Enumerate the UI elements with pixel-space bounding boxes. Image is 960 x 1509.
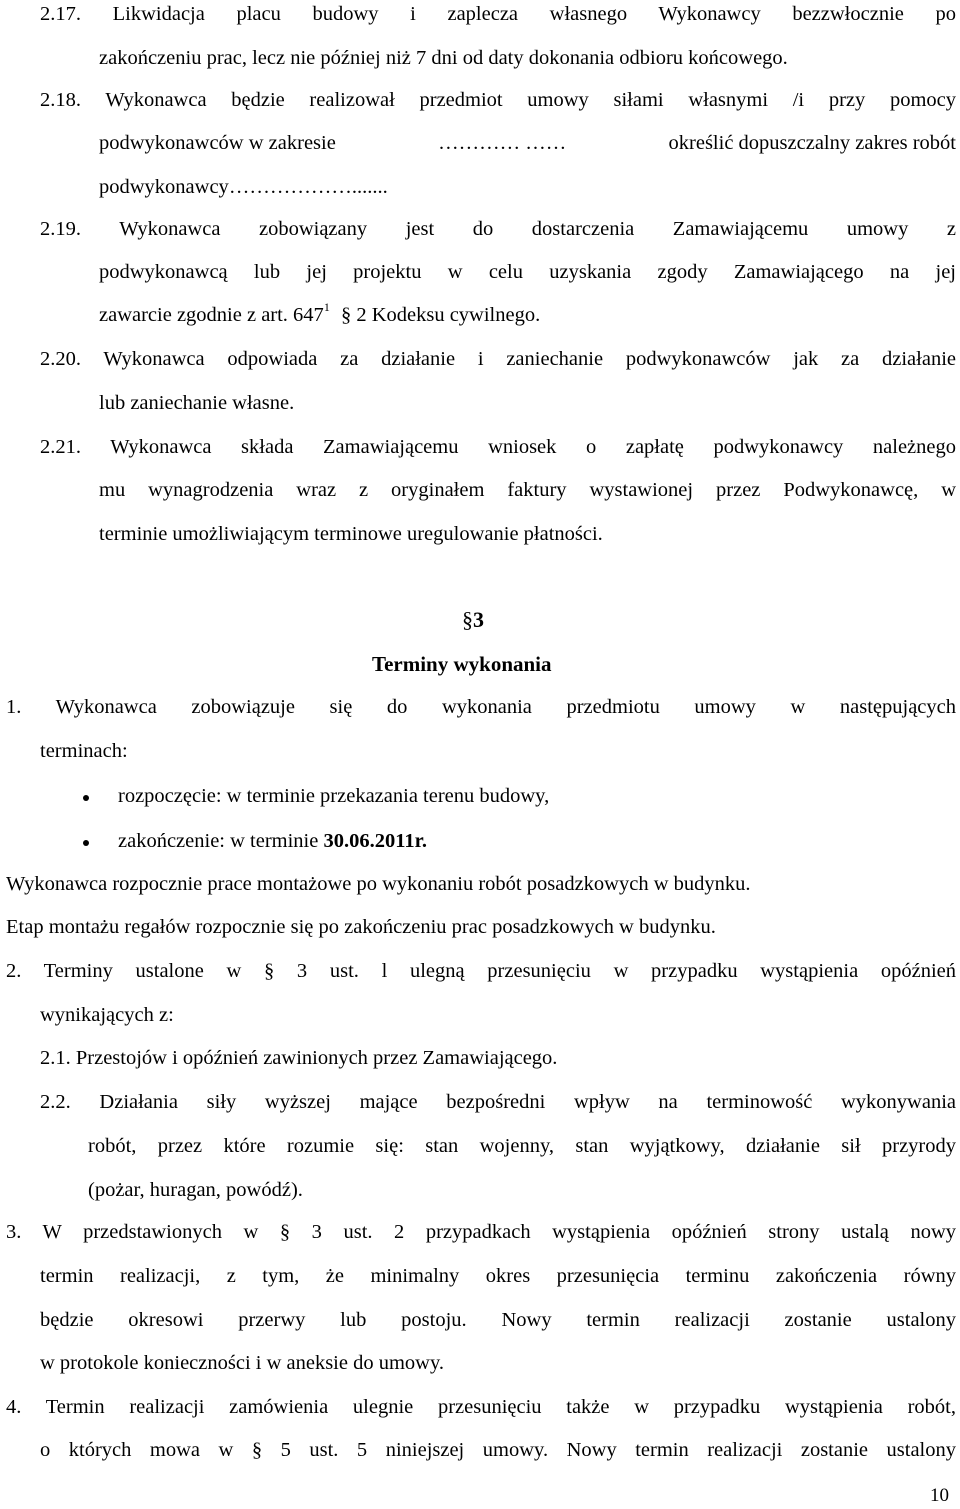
bullet-icon bbox=[83, 795, 89, 801]
text-line: 2.2. Działania siły wyższej mające bezpośredni wpływ na terminowość wykonywania bbox=[40, 1091, 956, 1113]
text-line: terminie umożliwiającym terminowe uregulowanie płatności. bbox=[99, 523, 603, 545]
list-item: rozpoczęcie: w terminie przekazania terenu budowy, bbox=[118, 785, 550, 807]
section-sign: § bbox=[462, 607, 473, 632]
text-line: 2.17. Likwidacja placu budowy i zaplecza własnego Wykonawcy bezzwłocznie po bbox=[40, 3, 956, 25]
text-segment: 2 Kodeksu cywilnego. bbox=[356, 304, 541, 326]
placeholder-dots: ………… …… bbox=[438, 132, 567, 154]
text-line: robót, przez które rozumie się: stan wojenny, stan wyjątkowy, działanie sił przyrody bbox=[88, 1135, 956, 1157]
text-line: mu wynagrodzenia wraz z oryginałem faktury wystawionej przez Podwykonawcę, w bbox=[99, 479, 956, 501]
text-segment: zakończenie: w terminie bbox=[118, 830, 324, 852]
text-line: terminach: bbox=[40, 740, 128, 762]
page-number: 10 bbox=[930, 1485, 949, 1506]
text-line: 4. Termin realizacji zamówienia ulegnie przesunięciu także w przypadku wystąpienia robót, bbox=[6, 1396, 956, 1418]
text-line: wynikających z: bbox=[40, 1004, 174, 1026]
superscript: 1 bbox=[323, 300, 330, 314]
text-line bbox=[99, 133, 956, 154]
text-segment: określić dopuszczalny zakres robót bbox=[668, 132, 956, 154]
text-line: termin realizacji, z tym, że minimalny okres przesunięcia terminu zakończenia równy bbox=[40, 1265, 956, 1287]
text-line: 2.1. Przestojów i opóźnień zawinionych przez Zamawiającego. bbox=[40, 1047, 558, 1069]
section-number-value: 3 bbox=[473, 607, 484, 632]
text-line: podwykonawcą lub jej projektu w celu uzyskania zgody Zamawiającego na jej bbox=[99, 261, 956, 283]
text-line: 2.21. Wykonawca składa Zamawiającemu wniosek o zapłatę podwykonawcy należnego bbox=[40, 436, 956, 458]
text-line bbox=[99, 300, 541, 326]
text-segment: podwykonawców w zakresie bbox=[99, 132, 336, 154]
text-line: 3. W przedstawionych w § 3 ust. 2 przypadkach wystąpienia opóźnień strony ustalą nowy bbox=[6, 1221, 956, 1243]
text-line: 2.19. Wykonawca zobowiązany jest do dostarczenia Zamawiającemu umowy z bbox=[40, 218, 956, 240]
text-line bbox=[99, 177, 388, 198]
text-line: 2.20. Wykonawca odpowiada za działanie i zaniechanie podwykonawców jak za działanie bbox=[40, 348, 956, 370]
text-line: będzie okresowi przerwy lub postoju. Nowy termin realizacji zostanie ustalony bbox=[40, 1309, 956, 1331]
text-line: Etap montażu regałów rozpocznie się po zakończeniu prac posadzkowych w budynku. bbox=[6, 916, 716, 938]
section-sign: § bbox=[340, 304, 352, 326]
text-line: zakończeniu prac, lecz nie później niż 7 dni od daty dokonania odbioru końcowego. bbox=[99, 47, 788, 69]
text-line: 2.18. Wykonawca będzie realizował przedmiot umowy siłami własnymi /i przy pomocy bbox=[40, 89, 956, 111]
text-line: (pożar, huragan, powódź). bbox=[88, 1179, 303, 1201]
section-title: Terminy wykonania bbox=[372, 652, 552, 676]
placeholder-dots: ………………....... bbox=[228, 176, 388, 198]
text-line: Wykonawca rozpocznie prace montażowe po wykonaniu robót posadzkowych w budynku. bbox=[6, 873, 751, 895]
deadline-date: 30.06.2011r. bbox=[323, 830, 427, 852]
list-item bbox=[118, 831, 427, 852]
section-number bbox=[462, 609, 484, 631]
text-line: 1. Wykonawca zobowiązuje się do wykonania przedmiotu umowy w następujących bbox=[6, 696, 956, 718]
text-line: o których mowa w § 5 ust. 5 niniejszej umowy. Nowy termin realizacji zostanie ustalony bbox=[40, 1439, 956, 1461]
text-line: w protokole konieczności i w aneksie do umowy. bbox=[40, 1352, 445, 1374]
text-line: 2. Terminy ustalone w § 3 ust. l ulegną przesunięciu w przypadku wystąpienia opóźnień bbox=[6, 960, 956, 982]
text-line: lub zaniechanie własne. bbox=[99, 392, 295, 414]
text-segment: podwykonawcy bbox=[99, 176, 229, 198]
bullet-icon bbox=[83, 840, 89, 846]
text-segment: zawarcie zgodnie z art. 647 bbox=[99, 304, 324, 326]
